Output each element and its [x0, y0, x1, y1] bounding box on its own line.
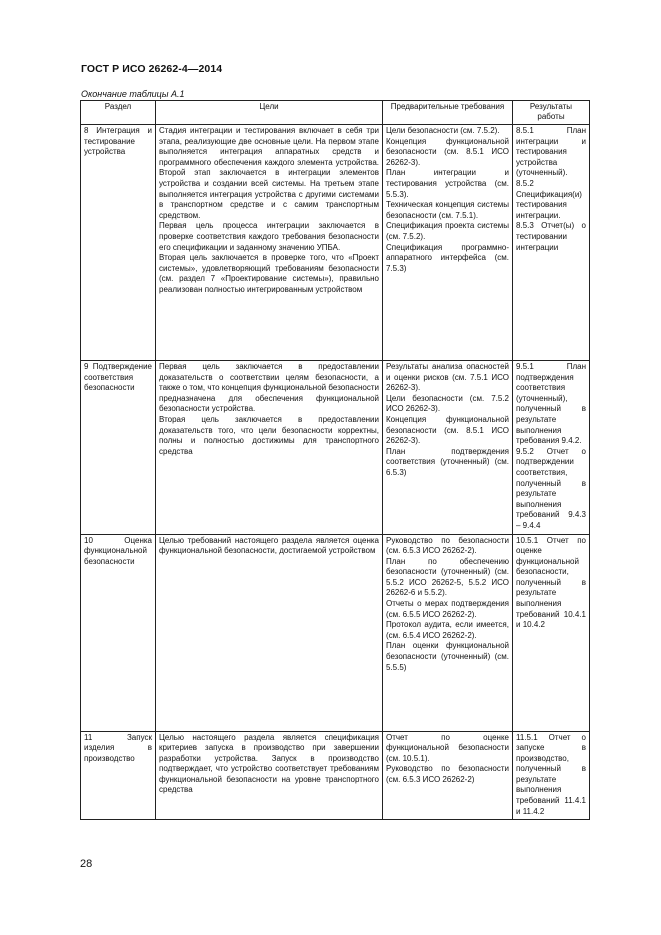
results-cell: [513, 125, 590, 361]
column-header-section: Раздел: [81, 101, 156, 125]
page-number: 28: [80, 858, 93, 870]
prerequisite-item: Техническая концепция системы безопасности (см. 7.5.1).: [386, 200, 509, 220]
column-header-results: Результаты работы: [513, 101, 590, 125]
column-header-goals: Цели: [156, 101, 383, 125]
goals-cell: [156, 534, 383, 731]
prerequisite-item: Цели безопасности (см. 7.5.2 ИСО 26262-3).: [386, 393, 509, 414]
prerequisite-item: План интеграции и тестирования устройства (см. 5.5.3).: [386, 168, 509, 199]
section-cell: 9 Подтверждение соответствия безопасности: [81, 361, 156, 535]
table-row: [81, 731, 590, 820]
section-cell: 8 Интеграция и тестирование устройства: [81, 125, 156, 361]
column-header-prerequisites: Предварительные требования: [383, 101, 513, 125]
table-caption: Окончание таблицы А.1: [81, 89, 185, 99]
goals-cell: [156, 731, 383, 820]
result-item: 8.5.3 Отчет(ы) о тестировании интеграции: [516, 221, 586, 252]
result-item: 11.5.1 Отчет о запуске в производство, полученный в результате выполнения требований 11.4.1 и 11.4.2: [516, 732, 586, 816]
prerequisite-item: План подтверждения соответствия (уточненный) (см. 6.5.3): [386, 446, 509, 477]
prerequisite-item: Спецификация программно-аппаратного интерфейса (см. 7.5.3): [386, 242, 509, 273]
results-cell: [513, 361, 590, 535]
prerequisite-item: Отчет по оценке функциональной безопасности (см. 10.5.1).: [386, 732, 509, 763]
table-header-row: [81, 101, 590, 125]
prerequisite-item: Протокол аудита, если имеется, (см. 6.5.4 ИСО 26262-2).: [386, 620, 509, 640]
prerequisite-item: Концепция функциональной безопасности (см. 8.5.1 ИСО 26262-3).: [386, 136, 509, 167]
goals-paragraph: Первая цель заключается в предоставлении доказательств о соответствии целям безопасности, а также о том, что концепция функциональной безопасности предназначена для обеспечения функциональной безопасности устройства.: [159, 362, 379, 414]
prerequisites-cell: [383, 125, 513, 361]
goals-paragraph: Вторая цель заключается в проверке того, что «Проект системы», удовлетворяющий требованиям безопасности (см. раздел 7 «Проектирование системы»), правильно реализован полностью интегрированным устройством: [159, 253, 379, 294]
prerequisite-item: Руководство по безопасности (см. 6.5.3 ИСО 26262-2): [386, 764, 509, 784]
goals-paragraph: Вторая цель заключается в предоставлении доказательств того, что цели безопасности корректны, полны и полностью достижимы для транспортного средства: [159, 414, 379, 456]
goals-paragraph: Первая цель процесса интеграции заключается в проверке соответствия каждого требования безопасности его спецификации и заданному значению УПБА.: [159, 221, 379, 252]
prerequisite-item: Руководство по безопасности (см. 6.5.3 ИСО 26262-2).: [386, 535, 509, 556]
result-item: 9.5.1 План подтверждения соответствия (уточненный), полученный в результате выполнения требования 9.4.2.: [516, 362, 586, 446]
results-cell: [513, 731, 590, 820]
section-cell: 11 Запуск изделия в производство: [81, 731, 156, 820]
section-cell: 10 Оценка функциональной безопасности: [81, 534, 156, 731]
goals-paragraph: Целью требований настоящего раздела является оценка функциональной безопасности, достигаемой устройством: [159, 535, 379, 556]
prerequisites-cell: [383, 361, 513, 535]
prerequisite-item: Цели безопасности (см. 7.5.2).: [386, 126, 500, 135]
prerequisite-item: Отчеты о мерах подтверждения (см. 6.5.5 ИСО 26262-2).: [386, 599, 509, 619]
result-item: 8.5.1 План интеграции и тестирования устройства (уточненный).: [516, 126, 586, 178]
prerequisite-item: План по обеспечению безопасности (уточненный) (см. 5.5.2 ИСО 26262-5, 5.5.2 ИСО 26262-6 и 5.5.2).: [386, 556, 509, 598]
goals-paragraph: Стадия интеграции и тестирования включает в себя три этапа, реализующие две основные цели. На первом этапе выполняется интеграция аппаратных средств и программного обеспечения каждого элемента устройства. Второй этап заключается в интеграции элементов устройства и создании всей системы. На третьем этапе выполняется интеграция устройства с другими системами в транспортном средстве и с самим транспортным средством.: [159, 126, 379, 220]
goals-cell: [156, 125, 383, 361]
result-item: 9.5.2 Отчет о подтверждении соответствия, полученный в результате выполнения требований 9.4.3 – 9.4.4: [516, 446, 586, 530]
requirements-table: [80, 100, 590, 820]
results-cell: [513, 534, 590, 731]
prerequisite-item: Концепция функциональной безопасности (см. 8.5.1 ИСО 26262-3).: [386, 414, 509, 446]
prerequisite-item: План оценки функциональной безопасности (уточненный) (см. 5.5.5): [386, 641, 509, 672]
table-row: [81, 534, 590, 731]
table-row: [81, 361, 590, 535]
document-header: ГОСТ Р ИСО 26262-4—2014: [81, 63, 223, 75]
prerequisite-item: Спецификация проекта системы (см. 7.5.2).: [386, 221, 509, 241]
result-item: 8.5.2 Спецификация(и) тестирования интеграции.: [516, 178, 582, 220]
table-row: [81, 125, 590, 361]
prerequisites-cell: [383, 534, 513, 731]
goals-paragraph: Целью настоящего раздела является спецификация критериев запуска в производство при завершении разработки устройства. Запуск в производство подтверждает, что устройство соответствует требованиям функциональной безопасности на уровне транспортного средства: [159, 732, 379, 795]
result-item: 10.5.1 Отчет по оценке функциональной безопасности, полученный в результате выполнения требований 10.4.1 и 10.4.2: [516, 535, 586, 630]
prerequisite-item: Результаты анализа опасностей и оценки рисков (см. 7.5.1 ИСО 26262-3).: [386, 362, 509, 393]
goals-cell: [156, 361, 383, 535]
prerequisites-cell: [383, 731, 513, 820]
